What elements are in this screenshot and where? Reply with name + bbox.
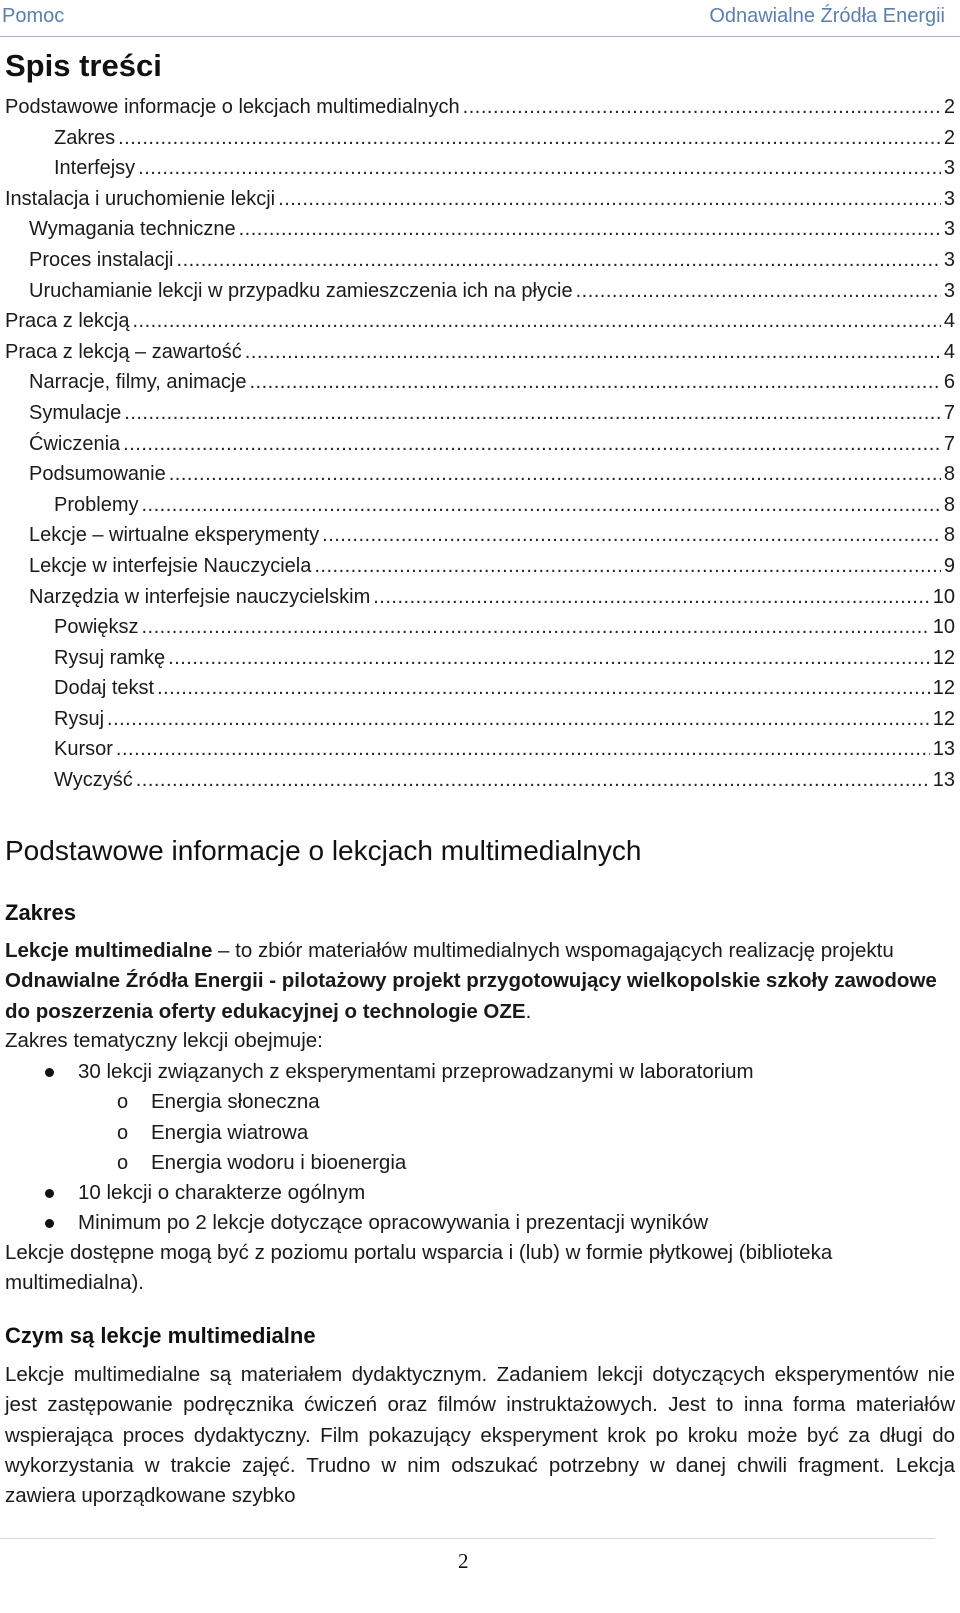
toc-entry-page: 13 [932, 738, 955, 761]
toc-entry-page: 12 [932, 707, 955, 730]
toc-entry-title: Interfejsy [54, 157, 136, 180]
toc-entry-page: 2 [943, 126, 955, 149]
toc-entry-page: 10 [932, 585, 955, 608]
toc-entry-page: 3 [943, 157, 955, 180]
list-item [5, 1208, 955, 1238]
toc-leader-dots [169, 459, 941, 490]
toc-entry[interactable] [5, 429, 955, 460]
toc-entry-page: 12 [932, 677, 955, 700]
toc-entry-title: Wyczyść [54, 769, 133, 792]
toc-entry-page: 8 [943, 493, 955, 516]
toc-entry-title: Symulacje [29, 401, 122, 424]
toc-entry-title: Lekcje – wirtualne eksperymenty [29, 524, 320, 547]
toc-leader-dots [116, 734, 930, 765]
toc-entry[interactable] [5, 582, 955, 613]
toc-entry-page: 3 [943, 248, 955, 271]
list-item-text: Energia wiatrowa [151, 1120, 309, 1144]
toc-entry-title: Instalacja i uruchomienie lekcji [5, 187, 276, 210]
toc-entry[interactable] [5, 184, 955, 215]
list-item-text: Energia słoneczna [151, 1090, 320, 1114]
list-item [5, 1148, 955, 1178]
list-item-text: 10 lekcji o charakterze ogólnym [78, 1181, 366, 1205]
header-left-title: Pomoc [2, 5, 65, 27]
toc-entry-title: Podsumowanie [29, 463, 166, 486]
sub-bullet-marker: o [117, 1121, 129, 1144]
toc-entry[interactable] [5, 92, 955, 123]
toc-entry[interactable] [5, 367, 955, 398]
toc-entry[interactable] [5, 704, 955, 735]
availability-paragraph: Lekcje dostępne mogą być z poziomu portalu wsparcia i (lub) w formie płytkowej (biblioteka multimedialna). [5, 1241, 833, 1295]
czym-paragraph: Lekcje multimedialne są materiałem dydaktycznym. Zadaniem lekcji dotyczących eksperymentów nie jest zastępowanie podręcznika ćwiczeń oraz filmów instruktażowych. Jest to inna forma materiałów wspierająca proces dydaktyczny. Film pokazujący eksperyment krok po kroku może być za długi do wykorzystania w trakcie zajęć. Trudno w nim odszukać potrzebny w danej chwili fragment. Lekcja zawiera uporządkowane szybko [5, 1363, 955, 1508]
toc-entry-page: 9 [943, 554, 955, 577]
lekcje-multimedialne-bold: Lekcje multimedialne [5, 939, 213, 962]
toc-leader-dots [157, 673, 930, 704]
toc-entry-title: Lekcje w interfejsie Nauczyciela [29, 554, 312, 577]
toc-leader-dots [168, 643, 930, 674]
toc-entry[interactable] [5, 765, 955, 796]
toc-leader-dots [576, 276, 941, 307]
toc-entry-page: 3 [943, 218, 955, 241]
toc-entry[interactable] [5, 245, 955, 276]
toc-entry-page: 13 [932, 769, 955, 792]
toc-entry-title: Narzędzia w interfejsie nauczycielskim [29, 585, 371, 608]
toc-entry[interactable] [5, 673, 955, 704]
toc-entry-title: Proces instalacji [29, 248, 174, 271]
toc-leader-dots [141, 612, 929, 643]
toc-entry-page: 6 [943, 371, 955, 394]
toc-entry-title: Rysuj [54, 707, 105, 730]
toc-entry[interactable] [5, 459, 955, 490]
toc-entry-page: 8 [943, 463, 955, 486]
zakres-heading: Zakres [5, 900, 76, 925]
toc-entry-title: Rysuj ramkę [54, 646, 166, 669]
zakres-tematyczny-paragraph: Zakres tematyczny lekcji obejmuje: [5, 1029, 323, 1052]
toc-entry-page: 4 [943, 310, 955, 333]
toc-entry-title: Narracje, filmy, animacje [29, 371, 247, 394]
toc-entry-title: Kursor [54, 738, 113, 761]
toc-entry-page: 2 [943, 96, 955, 118]
toc-entry[interactable] [5, 214, 955, 245]
czym-heading: Czym są lekcje multimedialne [5, 1323, 316, 1348]
toc-entry-title: Praca z lekcją – zawartość [5, 340, 242, 363]
toc-entry-page: 7 [943, 401, 955, 424]
list-item-text: Minimum po 2 lekcje dotyczące opracowywania i prezentacji wyników [78, 1211, 709, 1235]
toc-leader-dots [136, 765, 930, 796]
list-item [5, 1087, 955, 1117]
toc-leader-dots [278, 184, 941, 215]
toc-entry-title: Podstawowe informacje o lekcjach multimedialnych [5, 96, 460, 118]
toc-entry[interactable] [5, 734, 955, 765]
bullet-dot-icon [45, 1219, 54, 1228]
bullet-dot-icon [45, 1189, 54, 1198]
list-item [5, 1118, 955, 1148]
list-item-text: Energia wodoru i bioenergia [151, 1150, 407, 1174]
toc-entry[interactable] [5, 643, 955, 674]
section-heading: Podstawowe informacje o lekcjach multimedialnych [5, 835, 642, 866]
zakres-bullet-list [5, 1057, 955, 1239]
toc-leader-dots [177, 245, 941, 276]
toc-leader-dots [141, 490, 940, 521]
toc-entry-page: 8 [943, 524, 955, 547]
toc-leader-dots [373, 582, 930, 613]
toc-entry-title: Praca z lekcją [5, 310, 130, 333]
toc-leader-dots [107, 704, 930, 735]
toc-entry[interactable] [5, 612, 955, 643]
table-of-contents [5, 92, 955, 796]
toc-entry-page: 4 [943, 340, 955, 363]
zakres-text-1: – to zbiór materiałów multimedialnych wspomagających realizację projektu [212, 939, 894, 962]
sub-bullet-marker: o [117, 1091, 129, 1114]
bullet-dot-icon [45, 1068, 54, 1077]
toc-entry[interactable] [5, 520, 955, 551]
toc-leader-dots [314, 551, 941, 582]
project-name-bold: Odnawialne Źródła Energii - pilotażowy projekt przygotowujący wielkopolskie szkoły zawodowe do poszerzenia oferty edukacyjnej o technologie OZE [5, 969, 937, 1023]
toc-entry-page: 3 [943, 187, 955, 210]
list-item [5, 1057, 955, 1087]
page-number: 2 [458, 1549, 469, 1573]
toc-entry[interactable] [5, 306, 955, 337]
toc-leader-dots [245, 337, 941, 368]
toc-entry[interactable] [5, 276, 955, 307]
toc-entry-title: Ćwiczenia [29, 432, 121, 455]
sub-bullet-marker: o [117, 1151, 129, 1174]
toc-leader-dots [133, 306, 941, 337]
toc-leader-dots [138, 153, 941, 184]
toc-entry-title: Wymagania techniczne [29, 218, 236, 241]
toc-entry-page: 12 [932, 646, 955, 669]
toc-entry-page: 3 [943, 279, 955, 302]
toc-entry-title: Powiększ [54, 616, 139, 639]
toc-leader-dots [322, 520, 941, 551]
toc-title: Spis treści [5, 48, 162, 83]
toc-entry[interactable] [5, 551, 955, 582]
list-item-text: 30 lekcji związanych z eksperymentami przeprowadzanymi w laboratorium [78, 1060, 754, 1083]
page-footer [0, 1538, 935, 1613]
page-header [0, 0, 960, 37]
toc-entry-title: Uruchamianie lekcji w przypadku zamieszczenia ich na płycie [29, 279, 573, 302]
toc-leader-dots [463, 92, 941, 123]
toc-leader-dots [249, 367, 940, 398]
list-item [5, 1178, 955, 1208]
toc-entry-page: 10 [932, 616, 955, 639]
toc-entry[interactable] [5, 337, 955, 368]
toc-entry-title: Dodaj tekst [54, 677, 155, 700]
toc-entry[interactable] [5, 153, 955, 184]
toc-entry[interactable] [5, 490, 955, 521]
toc-leader-dots [239, 214, 941, 245]
zakres-text-2: . [525, 999, 532, 1023]
toc-entry-title: Zakres [54, 126, 116, 149]
toc-leader-dots [118, 123, 941, 154]
zakres-paragraph [5, 936, 955, 1027]
toc-entry[interactable] [5, 123, 955, 154]
header-right-title: Odnawialne Źródła Energii [709, 5, 945, 27]
toc-entry-page: 7 [943, 432, 955, 455]
toc-entry-title: Problemy [54, 493, 139, 516]
toc-leader-dots [123, 429, 941, 460]
toc-leader-dots [124, 398, 941, 429]
toc-entry[interactable] [5, 398, 955, 429]
